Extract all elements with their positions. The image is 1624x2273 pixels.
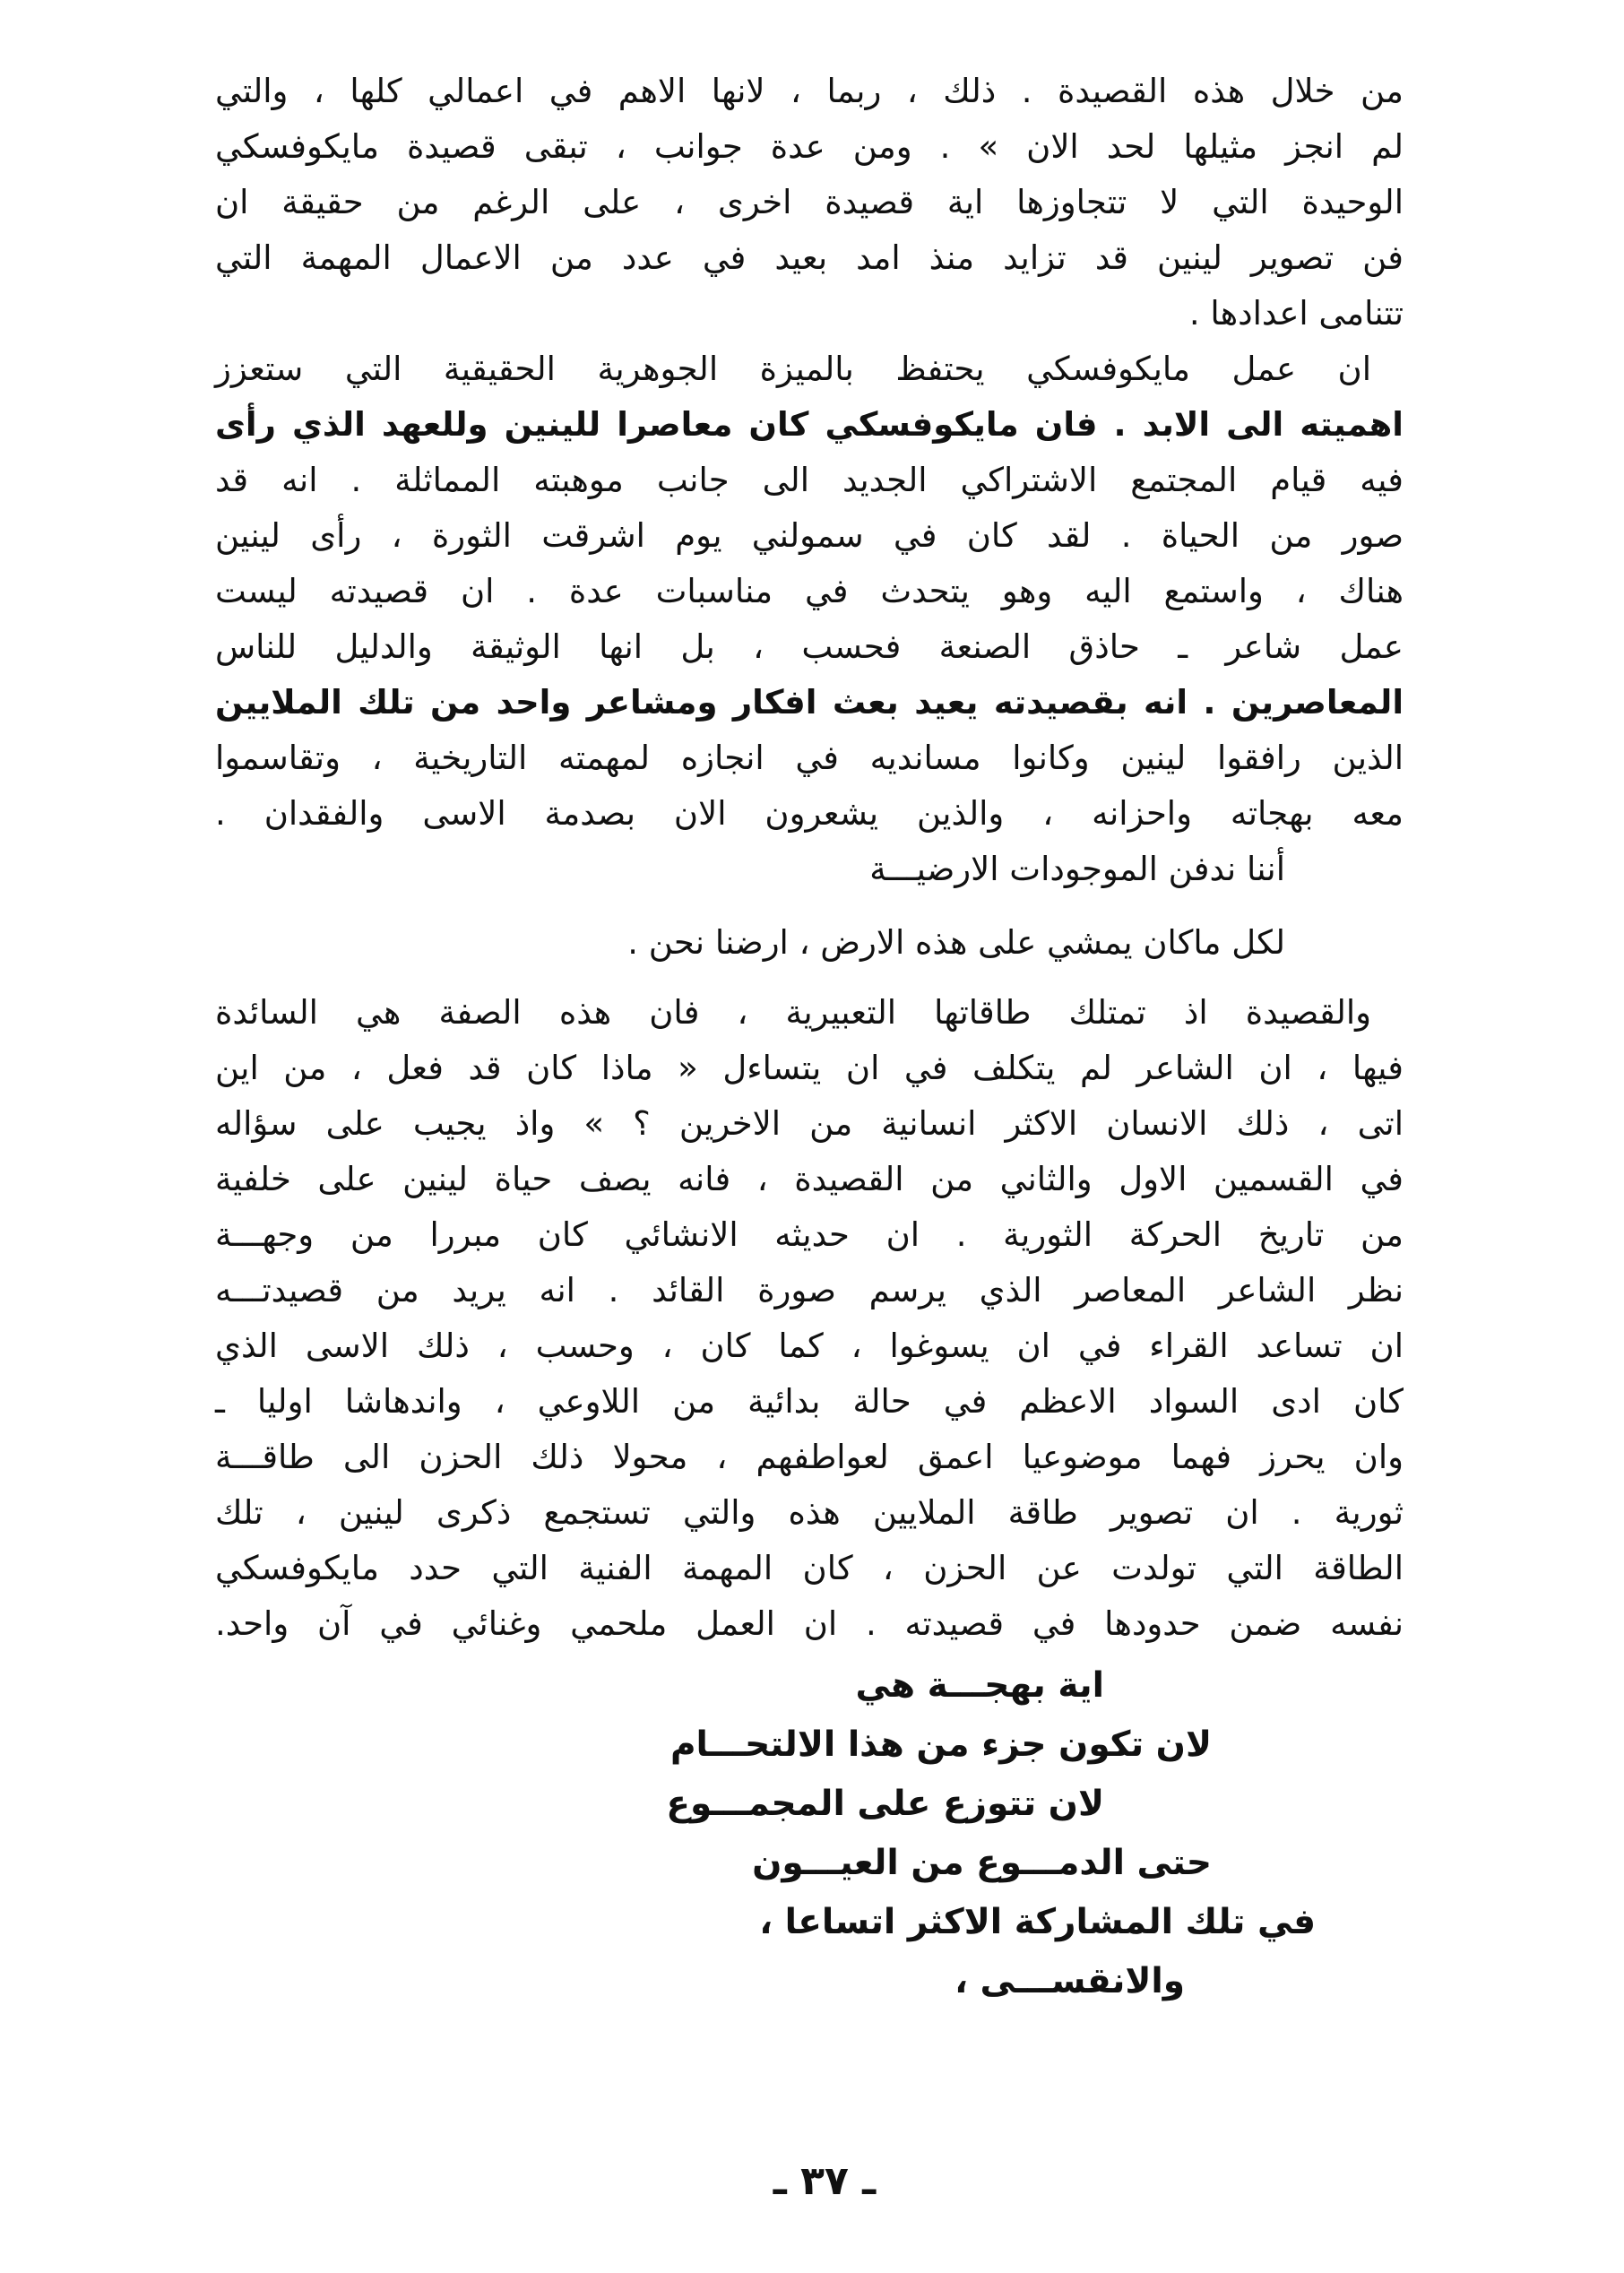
body-line: من تاريخ الحركة الثورية . ان حديثه الانشائي كان مبررا من وجهـــة [215, 1215, 1404, 1254]
poem-line: في تلك المشاركة الاكثر اتساعا ، [759, 1902, 1316, 1942]
body-line: الذين رافقوا لينين وكانوا مسانديه في انجازه لمهمته التاريخية ، وتقاسموا [215, 739, 1404, 777]
body-line: صور من الحياة . لقد كان في سمولني يوم اشرقت الثورة ، رأى لينين [215, 516, 1404, 555]
body-line: نظر الشاعر المعاصر الذي يرسم صورة القائد . انه يريد من قصيدتـــه [215, 1271, 1404, 1309]
page-number: ـ ٣٧ ـ [773, 2158, 877, 2204]
poem-line: اية بهجـــة هي [855, 1665, 1104, 1706]
body-line: من خلال هذه القصيدة . ذلك ، ربما ، لانها الاهم في اعمالي كلها ، والتي [215, 72, 1404, 110]
body-line: فن تصوير لينين قد تزايد منذ امد بعيد في عدد من الاعمال المهمة التي [215, 238, 1404, 277]
body-line: وان يحرز فهما موضوعيا اعمق لعواطفهم ، محولا ذلك الحزن الى طاقـــة [215, 1438, 1404, 1476]
body-line: المعاصرين . انه بقصيدته يعيد بعث افكار ومشاعر واحد من تلك الملايين [215, 683, 1404, 722]
body-line: كان ادى السواد الاعظم في حالة بدائية من اللاوعي ، واندهاشا اوليا ـ [215, 1382, 1404, 1421]
body-line: هناك ، واستمع اليه وهو يتحدث في مناسبات عدة . ان قصيدته ليست [215, 572, 1404, 610]
body-line: ان عمل مايكوفسكي يحتفظ بالميزة الجوهرية الحقيقية التي ستعزز [215, 350, 1371, 388]
body-line: عمل شاعر ـ حاذق الصنعة فحسب ، بل انها الوثيقة والدليل للناس [215, 627, 1404, 666]
body-line: فيها ، ان الشاعر لم يتكلف في ان يتساءل « ماذا كان قد فعل ، من اين [215, 1049, 1404, 1087]
body-line: الوحيدة التي لا تتجاوزها اية قصيدة اخرى ، على الرغم من حقيقة ان [215, 183, 1404, 221]
body-line: الطاقة التي تولدت عن الحزن ، كان المهمة الفنية التي حدد مايكوفسكي [215, 1549, 1404, 1587]
body-line: في القسمين الاول والثاني من القصيدة ، فانه يصف حياة لينين على خلفية [215, 1160, 1404, 1198]
verse-line: أننا ندفن الموجودات الارضيـــة [869, 850, 1285, 888]
body-line: معه بهجاته واحزانه ، والذين يشعرون الان بصدمة الاسى والفقدان . [215, 794, 1404, 833]
body-line: ثورية . ان تصوير طاقة الملايين هذه والتي تستجمع ذكرى لينين ، تلك [215, 1493, 1404, 1532]
poem-line: لان تكون جزء من هذا الالتحـــام [669, 1724, 1212, 1765]
body-line: تتنامى اعدادها . [1188, 294, 1404, 333]
poem-line: والانقســـى ، [955, 1961, 1185, 2001]
verse-line: لكل ماكان يمشي على هذه الارض ، ارضنا نحن . [627, 923, 1285, 962]
body-line: ان تساعد القراء في ان يسوغوا ، كما كان ، وحسب ، ذلك الاسى الذي [215, 1327, 1404, 1365]
body-line: نفسه ضمن حدودها في قصيدته . ان العمل ملحمي وغنائي في آن واحد. [215, 1604, 1404, 1643]
body-line: اتى ، ذلك الانسان الاكثر انسانية من الاخرين ؟ » واذ يجيب على سؤاله [215, 1104, 1404, 1143]
body-line: لم انجز مثيلها لحد الان » . ومن عدة جوانب ، تبقى قصيدة مايكوفسكي [215, 127, 1404, 166]
body-line: والقصيدة اذ تمتلك طاقاتها التعبيرية ، فان هذه الصفة هي السائدة [215, 993, 1371, 1032]
body-line: فيه قيام المجتمع الاشتراكي الجديد الى جانب موهبته المماثلة . انه قد [215, 461, 1404, 499]
poem-line: حتى الدمـــوع من العيـــون [752, 1843, 1212, 1883]
body-line: اهميته الى الابد . فان مايكوفسكي كان معاصرا للينين وللعهد الذي رأى [215, 405, 1404, 444]
poem-line: لان تتوزع على المجمـــوع [666, 1784, 1104, 1824]
